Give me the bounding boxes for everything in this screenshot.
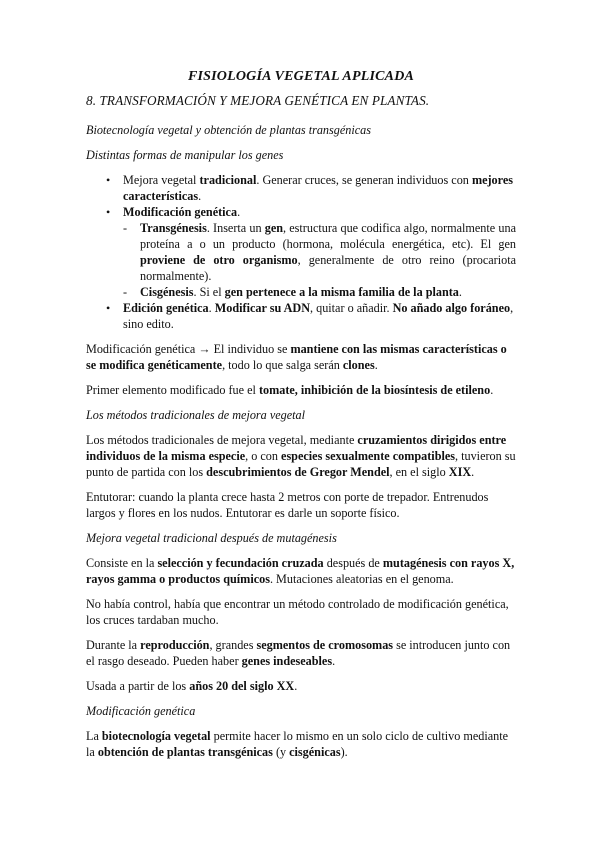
paragraph-reproduccion: Durante la reproducción, grandes segmentos de cromosomas se introducen junto con el rasgo deseado. Pueden haber genes indeseables. <box>86 638 511 668</box>
paragraph-metodos: Los métodos tradicionales de mejora vegetal, mediante cruzamientos dirigidos entre individuos de la misma especie, o con especies sexualmente compatibles, tuvieron su punto de partida con los descubrimientos de Gregor Mendel, en el siglo XIX. <box>86 433 516 479</box>
modification-sublist <box>123 220 516 300</box>
subheading-mutagenesis: Mejora vegetal tradicional después de mutagénesis <box>86 531 337 545</box>
paragraph-usada: Usada a partir de los años 20 del siglo XX. <box>86 679 298 693</box>
document-title: FISIOLOGÍA VEGETAL APLICADA <box>187 69 415 84</box>
list-item-modificacion-genetica: • Modificación genética. - Transgénesis. Inserta un gen, estructura que codifica algo, normalmente una proteína a o un producto (hormona, molécula energética, etc). El gen proviene de otro organismo, generalmente de otro reino (procariota normalmente). - Cisgénesis. Si el gen pertenece a la misma familia de la planta. <box>86 204 516 300</box>
list-item-mejora-vegetal: • Mejora vegetal tradicional. Generar cruces, se generan individuos con mejores características. <box>86 172 516 204</box>
paragraph-modificacion: Modificación genética → El individuo se mantiene con las mismas características o se modifica genéticamente, todo lo que salga serán clones. <box>86 342 507 372</box>
subheading-modificacion-genetica: Modificación genética <box>86 704 196 718</box>
subheading-biotecnologia: Biotecnología vegetal y obtención de plantas transgénicas <box>86 123 371 137</box>
paragraph-entutorar: Entutorar: cuando la planta crece hasta 2 metros con porte de trepador. Entrenudos largos y flores en los nudos. Entutorar es darle un soporte físico. <box>86 490 489 520</box>
paragraph-primer-elemento: Primer elemento modificado fue el tomate, inhibición de la biosíntesis de etileno. <box>86 383 494 397</box>
methods-list <box>86 172 516 332</box>
document-page <box>86 68 516 769</box>
section-heading: 8. TRANSFORMACIÓN Y MEJORA GENÉTICA EN PLANTAS. <box>86 93 430 108</box>
sublist-item-cisgenesis: - Cisgénesis. Si el gen pertenece a la misma familia de la planta. <box>123 284 516 300</box>
paragraph-biotecnologia: La biotecnología vegetal permite hacer lo mismo en un solo ciclo de cultivo mediante la obtención de plantas transgénicas (y cisgénicas). <box>86 729 509 759</box>
subheading-metodos-tradicionales: Los métodos tradicionales de mejora vegetal <box>86 408 306 422</box>
subheading-formas-manipular: Distintas formas de manipular los genes <box>86 148 284 162</box>
sublist-item-transgenesis: - Transgénesis. Inserta un gen, estructura que codifica algo, normalmente una proteína a o un producto (hormona, molécula energética, etc). El gen proviene de otro organismo, generalmente de otro reino (procariota normalmente). <box>123 220 516 284</box>
paragraph-seleccion: Consiste en la selección y fecundación cruzada después de mutagénesis con rayos X, rayos gamma o productos químicos. Mutaciones aleatorias en el genoma. <box>86 556 515 586</box>
paragraph-no-control: No había control, había que encontrar un método controlado de modificación genética, los cruces tardaban mucho. <box>86 597 509 627</box>
list-item-edicion-genetica: • Edición genética. Modificar su ADN, quitar o añadir. No añado algo foráneo, sino edito. <box>86 300 516 332</box>
